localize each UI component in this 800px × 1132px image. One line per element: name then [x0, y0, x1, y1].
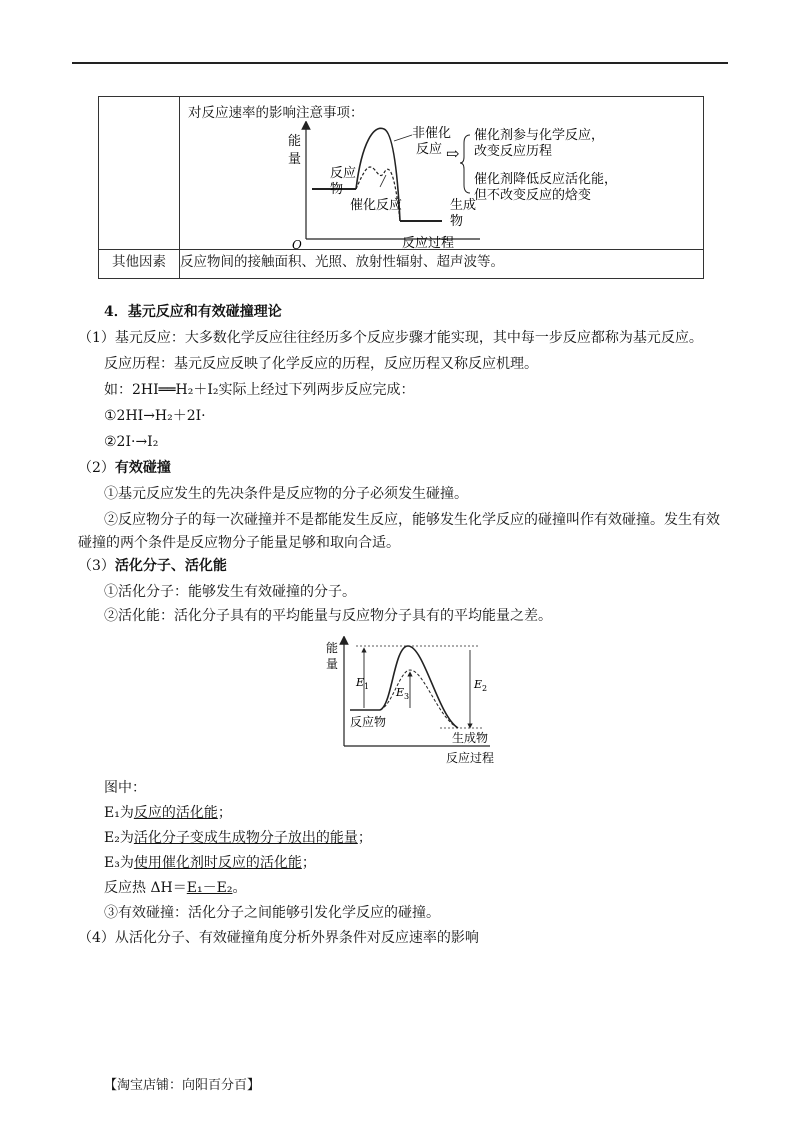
p3-line3: ③有效碰撞：活化分子之间能够引发化学反应的碰撞。 — [104, 905, 440, 921]
p2-line1: ①基元反应发生的先决条件是反应物的分子必须发生碰撞。 — [104, 486, 468, 502]
e3-end: ； — [301, 855, 316, 871]
p1-step2: ②2I·→I₂ — [104, 434, 159, 450]
table-row — [99, 97, 704, 250]
activation-energy-diagram — [320, 636, 510, 768]
row-label-other-factors: 其他因素 — [99, 250, 180, 279]
product-label-2: 生成物 — [452, 731, 489, 745]
table-row — [99, 250, 704, 279]
p2-line2b: 碰撞的两个条件是反应物分子能量足够和取向合适。 — [78, 535, 400, 551]
e3-label: $E_3$ — [396, 686, 410, 701]
reactant-label-1: 反应 — [330, 166, 357, 181]
factor-table — [98, 96, 704, 279]
note-heading: 对反应速率的影响注意事项： — [188, 105, 364, 121]
p1-text: 基元反应：大多数化学反应往往经历多个反应步骤才能实现，其中每一步反应都称为基元反应。 — [114, 330, 703, 346]
y-axis-label-2a: 能 — [326, 641, 339, 655]
catalyzed-label: 催化反应 — [350, 198, 403, 213]
header-rule — [72, 62, 728, 64]
p2-label: （2） — [78, 460, 115, 476]
noncat-label-1: 非催化 — [412, 126, 452, 141]
y-axis-label-2b: 量 — [326, 657, 339, 671]
e1-prefix: E₁为 — [104, 805, 134, 821]
pointer-cat — [380, 175, 386, 187]
e2-line — [104, 828, 372, 848]
p1-history: 反应历程：基元反应反映了化学反应的历程，反应历程又称反应机理。 — [104, 356, 538, 372]
p3-title: 活化分子、活化能 — [114, 558, 227, 574]
conclusion-1a: 催化剂参与化学反应， — [474, 128, 605, 143]
pointer-noncat — [394, 135, 412, 141]
x-axis-label: 反应过程 — [402, 236, 455, 249]
p3-line2: ②活化能：活化分子具有的平均能量与反应物分子具有的平均能量之差。 — [104, 608, 552, 624]
conclusion-1b: 改变反应历程 — [474, 144, 553, 159]
p1-line — [78, 328, 703, 348]
reactant-label-2: 反应物 — [350, 715, 387, 729]
noncat-label-2: 反应 — [416, 142, 443, 157]
origin-label: O — [292, 238, 302, 249]
dh-line — [104, 878, 246, 898]
p1-example: 如：2HI══H₂＋I₂实际上经过下列两步反应完成： — [104, 382, 415, 398]
y-axis-label-1: 能 — [288, 134, 302, 149]
legend-title: 图中： — [104, 780, 146, 796]
e2-answer: 活化分子变成生成物分子放出的能量 — [133, 830, 358, 846]
product-label-1: 生成 — [450, 198, 477, 213]
table-cell-catalyst-note — [180, 97, 704, 250]
e3-answer: 使用催化剂时反应的活化能 — [133, 855, 302, 871]
conclusion-2a: 催化剂降低反应活化能， — [474, 172, 618, 187]
e1-end: ； — [217, 805, 232, 821]
e2-end: ； — [357, 830, 372, 846]
e2-label: $E_2$ — [474, 678, 488, 693]
e1-line — [104, 803, 232, 823]
p1-step1: ①2HI→H₂＋2I· — [104, 408, 206, 424]
catalyzed-curve-2 — [380, 670, 458, 728]
p3-line — [78, 556, 227, 576]
p3-label: （3） — [78, 558, 115, 574]
section-title: 4．基元反应和有效碰撞理论 — [104, 304, 282, 320]
main-curve — [380, 646, 458, 728]
x-axis-label-2: 反应过程 — [446, 751, 495, 765]
catalyst-energy-diagram — [180, 121, 700, 249]
p2-line — [78, 458, 171, 478]
brace — [460, 135, 470, 193]
table-cell-empty — [99, 97, 180, 250]
p2-line2a: ②反应物分子的每一次碰撞并不是都能发生反应，能够发生化学反应的碰撞叫作有效碰撞。发生有效 — [104, 512, 720, 528]
product-label-2: 物 — [450, 214, 464, 229]
e2-prefix: E₂为 — [104, 830, 134, 846]
e1-answer: 反应的活化能 — [133, 805, 218, 821]
footer-shop: 【淘宝店铺：向阳百分百】 — [104, 1078, 261, 1093]
e1-label: $E_1$ — [356, 676, 370, 691]
dh-end: 。 — [232, 880, 247, 896]
dh-answer: E₁－E₂ — [186, 880, 233, 896]
y-axis-label-2: 量 — [288, 152, 302, 167]
p3-line1: ①活化分子：能够发生有效碰撞的分子。 — [104, 584, 356, 600]
reactant-label-2: 物 — [330, 182, 344, 197]
dh-prefix: 反应热 ΔH＝ — [104, 880, 187, 896]
p2-title: 有效碰撞 — [114, 460, 171, 476]
p4-text: （4）从活化分子、有效碰撞角度分析外界条件对反应速率的影响 — [78, 930, 479, 946]
p1-label: （1） — [78, 330, 115, 346]
conclusion-arrow: ⇨ — [446, 144, 460, 163]
conclusion-2b: 但不改变反应的焓变 — [474, 188, 592, 203]
e3-prefix: E₃为 — [104, 855, 134, 871]
row-text-other-factors: 反应物间的接触面积、光照、放射性辐射、超声波等。 — [180, 250, 704, 279]
e3-line — [104, 853, 316, 873]
